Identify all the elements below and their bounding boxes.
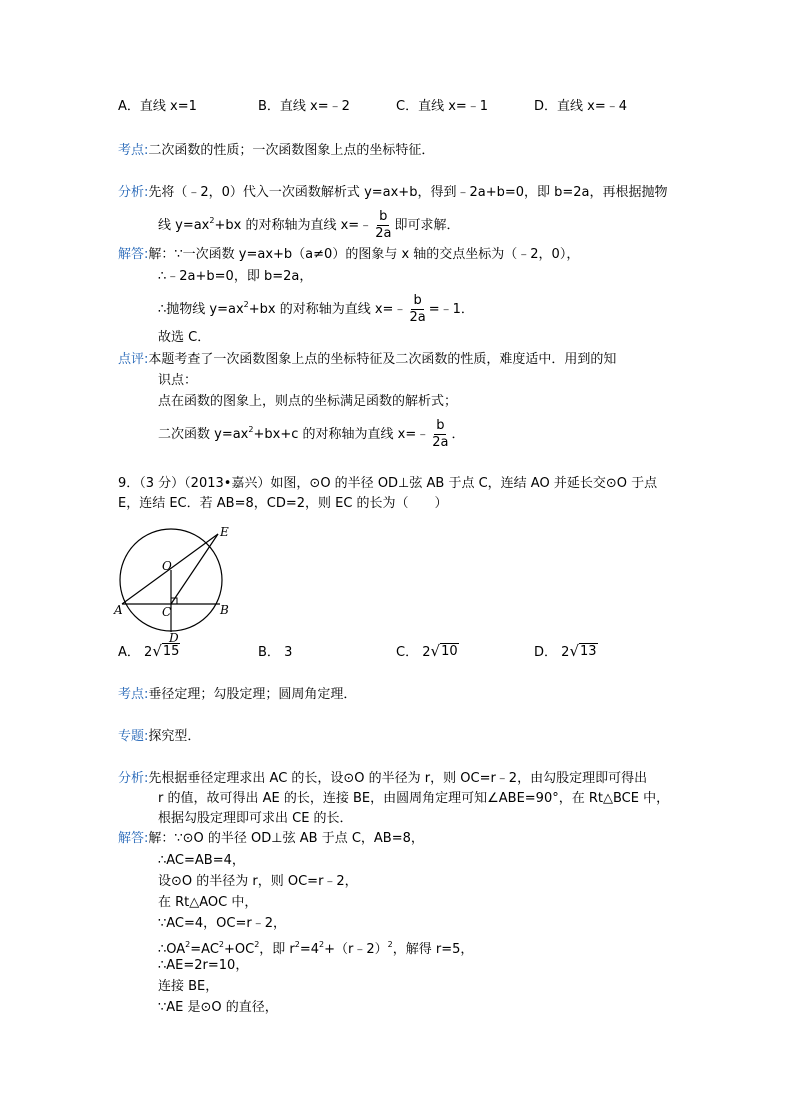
q8-jieda-line1: 解答:解：∵一次函数 y=ax+b（a≠0）的图象与 x 轴的交点坐标为（﹣2，0）， (118, 247, 580, 262)
q8-option-c: C．直线 x=﹣1 (396, 99, 489, 114)
label-a: A (114, 603, 123, 617)
label-o: O (162, 559, 172, 573)
q9-option-d: D． 2 √ 13 (534, 642, 597, 660)
q8-option-b: B．直线 x=﹣2 (258, 99, 350, 114)
q9-kaodian: 考点:垂径定理；勾股定理；圆周角定理． (118, 687, 357, 702)
q9-fenxi-line3: 根据勾股定理即可求出 CE 的长． (158, 811, 353, 826)
q9-jieda-line3: 设⊙O 的半径为 r，则 OC=r﹣2， (158, 874, 358, 889)
q8-kaodian: 考点:二次函数的性质；一次函数图象上点的坐标特征． (118, 143, 435, 158)
q9-stem-line1: 9．（3 分）（2013•嘉兴）如图，⊙O 的半径 OD⊥弦 AB 于点 C，连结 AO 并延长交⊙O 于点 (118, 476, 658, 491)
q8-dianping-line1: 点评:本题考查了一次函数图象上点的坐标特征及二次函数的性质，难度适中．用到的知 (118, 352, 617, 367)
label-e: E (220, 525, 229, 539)
q8-dianping-line2: 识点： (158, 373, 198, 388)
q9-jieda-line5: ∵AC=4，OC=r﹣2， (158, 916, 286, 931)
fraction-b-over-2a: $\frac{b}{2a}$ (375, 209, 392, 241)
q9-zhuanti: 专题:探究型． (118, 729, 201, 744)
q9-jieda-line9: ∵AE 是⊙O 的直径， (158, 1000, 278, 1015)
label-d: D (169, 631, 179, 644)
q9-jieda-line7: ∴AE=2r=10， (158, 958, 249, 973)
q9-option-b: B． 3 (258, 645, 293, 660)
q8-fenxi-line2: 线 $y=ax^2+bx$ 的对称轴为直线 x=﹣ $\frac{b}{2a}$ 即可求解． (158, 209, 460, 241)
q9-stem-line2: E，连结 EC．若 AB=8，CD=2，则 EC 的长为（ ） (118, 496, 448, 511)
q9-fenxi-line1: 分析:先根据垂径定理求出 AC 的长，设⊙O 的半径为 r，则 OC=r﹣2，由勾股定理即可得出 (118, 771, 648, 786)
q8-jieda-line4: 故选 C． (158, 330, 211, 345)
segment-ec (171, 534, 218, 604)
label-b: B (220, 603, 229, 617)
label-c: C (162, 605, 172, 619)
q8-dianping-line3: 点在函数的图象上，则点的坐标满足函数的解析式； (158, 394, 458, 409)
fraction-b-over-2a: $\frac{b}{2a}$ (409, 293, 426, 325)
q8-option-a: A．直线 x=1 (118, 99, 197, 114)
q8-fenxi-line1: 分析:先将（﹣2，0）代入一次函数解析式 y=ax+b，得到﹣2a+b=0，即 b=2a，再根据抛物 (118, 185, 668, 200)
q8-dianping-line4: 二次函数 $y=ax^2+bx+c$ 的对称轴为直线 x=﹣ $\frac{b}{2a}$ ． (158, 418, 465, 450)
q9-jieda-line4: 在 Rt△AOC 中， (158, 895, 258, 910)
q9-option-c: C． 2 √ 10 (396, 642, 458, 660)
fraction-b-over-2a: $\frac{b}{2a}$ (432, 418, 449, 450)
q9-jieda-line1: 解答:解：∵⊙O 的半径 OD⊥弦 AB 于点 C，AB=8， (118, 831, 424, 846)
q8-option-d: D．直线 x=﹣4 (534, 99, 628, 114)
q9-jieda-line8: 连接 BE， (158, 979, 219, 994)
q8-jieda-line2: ∴﹣2a+b=0，即 b=2a， (158, 269, 313, 284)
q9-jieda-line6: $\therefore OA^2=AC^2+OC^2$，即 $r^2=4^2+(r﹣2)^2$，解得 r=5， (158, 940, 474, 957)
q9-circle-figure (112, 522, 246, 644)
q9-fenxi-line2: r 的值，故可得出 AE 的长，连接 BE，由圆周角定理可知∠ABE=90°，在 Rt△BCE 中， (158, 791, 670, 806)
q9-jieda-line2: ∴AC=AB=4， (158, 853, 245, 868)
q9-option-a: A． 2 √ 15 (118, 642, 180, 660)
q8-jieda-line3: ∴抛物线 $y=ax^2+bx$ 的对称轴为直线 x=﹣ $\frac{b}{2a}$ =﹣1． (158, 293, 474, 325)
